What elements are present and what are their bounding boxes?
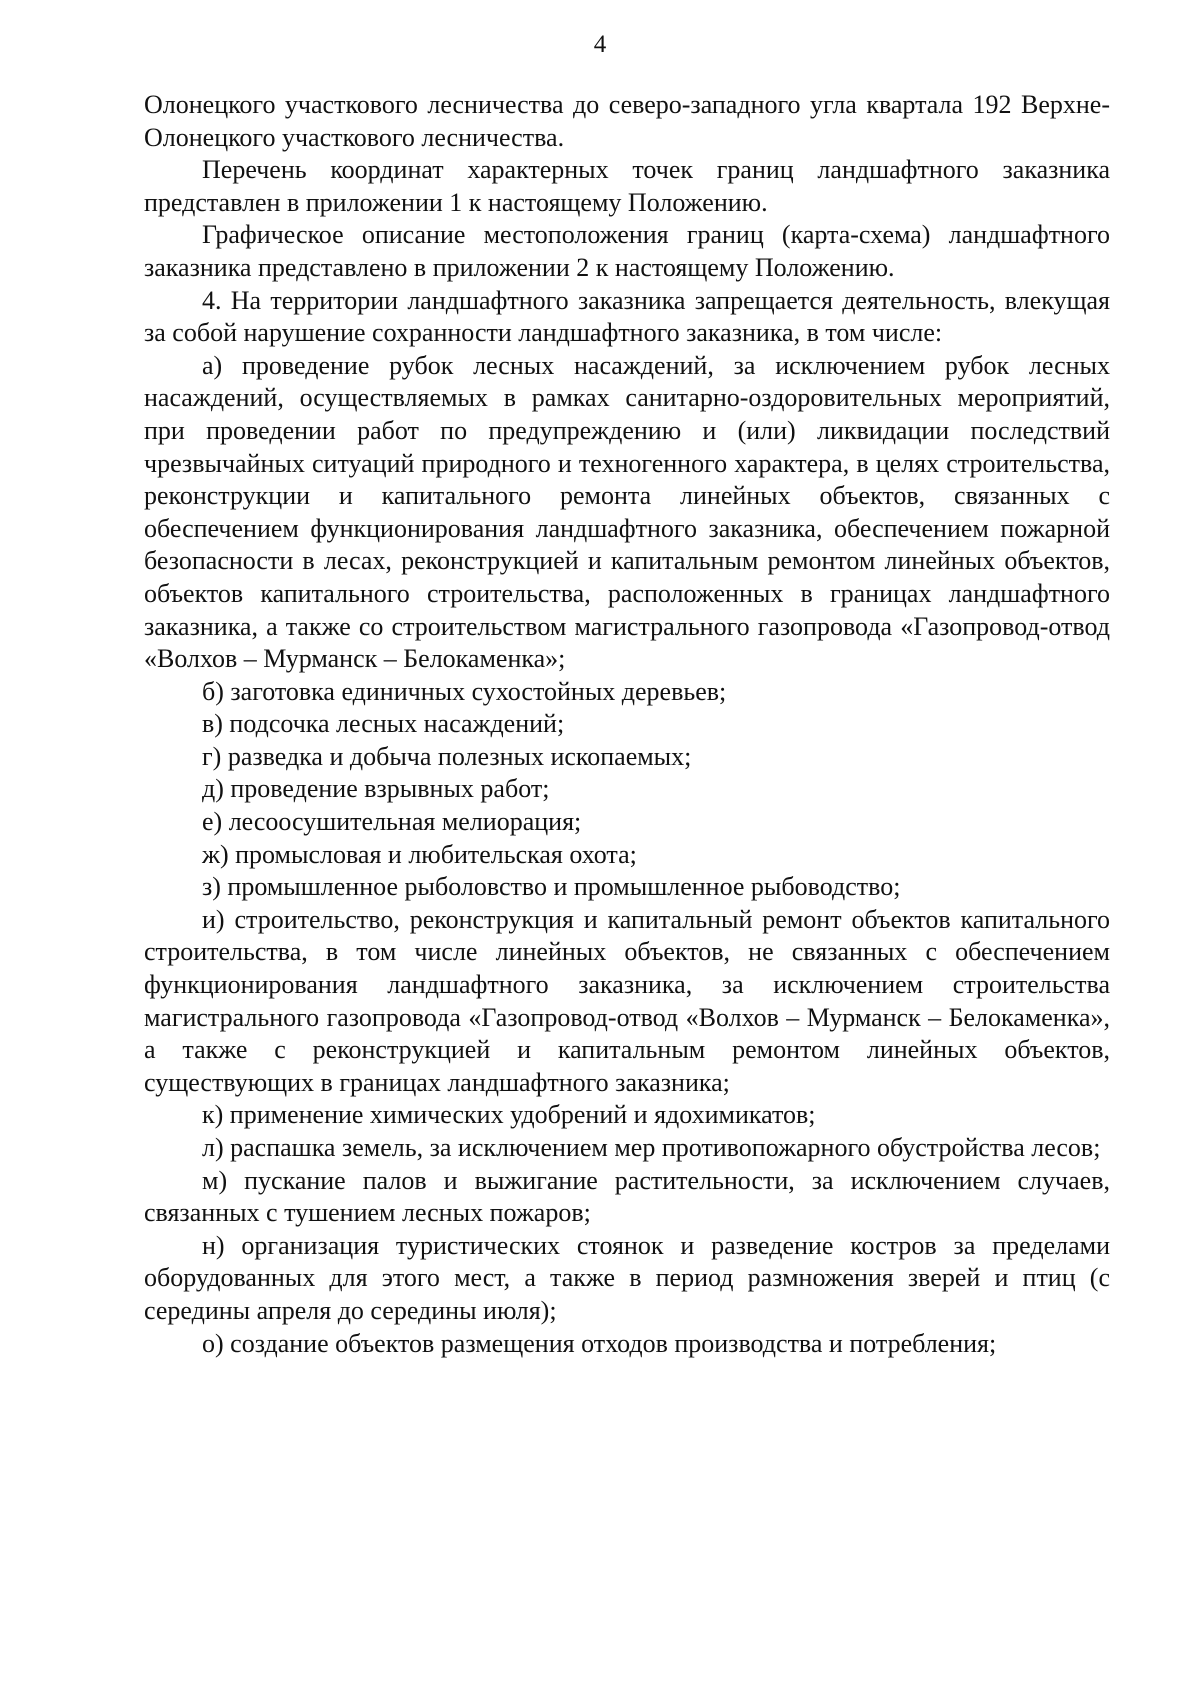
document-body [144,89,1110,1360]
page-number: 4 [593,31,607,58]
paragraph: б) заготовка единичных сухостойных деревьев; [202,676,727,706]
paragraph: л) распашка земель, за исключением мер противопожарного обустройства лесов; [202,1133,1101,1162]
paragraph: ж) промысловая и любительская охота; [202,839,637,869]
paragraph: н) организация туристических стоянок и разведение костров за пределами оборудованных для этого мест, а также в период размножения зверей и птиц (с середины апреля до середины июля); [144,1230,1110,1325]
paragraph: а) проведение рубок лесных насаждений, за исключением рубок лесных насаждений, осуществляемых в рамках санитарно-оздоровительных мероприятий, при проведении работ по предупреждению и (или) ликвидации последствий чрезвычайных ситуаций природного и техногенного характера, в целях строительства, реконструкции и капитального ремонта линейных объектов, связанных с обеспечением функционирования ландшафтного заказника, обеспечением пожарной безопасности в лесах, реконструкцией и капитальным ремонтом линейных объектов, объектов капитального строительства, расположенных в границах ландшафтного заказника, а также со строительством магистрального газопровода «Газопровод-отвод «Волхов – Мурманск – Белокаменка»; [144,350,1110,674]
paragraph: Перечень координат характерных точек границ ландшафтного заказника представлен в приложении 1 к настоящему Положению. [144,155,1110,217]
paragraph: к) применение химических удобрений и ядохимикатов; [202,1100,816,1130]
paragraph: в) подсочка лесных насаждений; [202,709,565,739]
paragraph: о) создание объектов размещения отходов производства и потребления; [202,1328,997,1358]
paragraph: Графическое описание местоположения границ (карта-схема) ландшафтного заказника представлено в приложении 2 к настоящему Положению. [144,220,1110,282]
paragraph: з) промышленное рыболовство и промышленное рыбоводство; [202,872,901,902]
paragraph: е) лесоосушительная мелиорация; [202,807,582,837]
paragraph: Олонецкого участкового лесничества до северо-западного угла квартала 192 Верхне-Олонецкого участкового лесничества. [144,90,1110,152]
paragraph: м) пускание палов и выжигание растительности, за исключением случаев, связанных с тушением лесных пожаров; [144,1165,1110,1228]
paragraph: и) строительство, реконструкция и капитальный ремонт объектов капитального строительства, в том числе линейных объектов, не связанных с обеспечением функционирования ландшафтного заказника, за исключением строительства магистрального газопровода «Газопровод-отвод «Волхов – Мурманск – Белокаменка», а также с реконструкцией и капитальным ремонтом линейных объектов, существующих в границах ландшафтного заказника; [144,904,1110,1097]
paragraph: 4. На территории ландшафтного заказника запрещается деятельность, влекущая за собой нарушение сохранности ландшафтного заказника, в том числе: [144,285,1110,348]
paragraph: г) разведка и добыча полезных ископаемых; [202,741,692,771]
paragraph: д) проведение взрывных работ; [202,774,550,804]
